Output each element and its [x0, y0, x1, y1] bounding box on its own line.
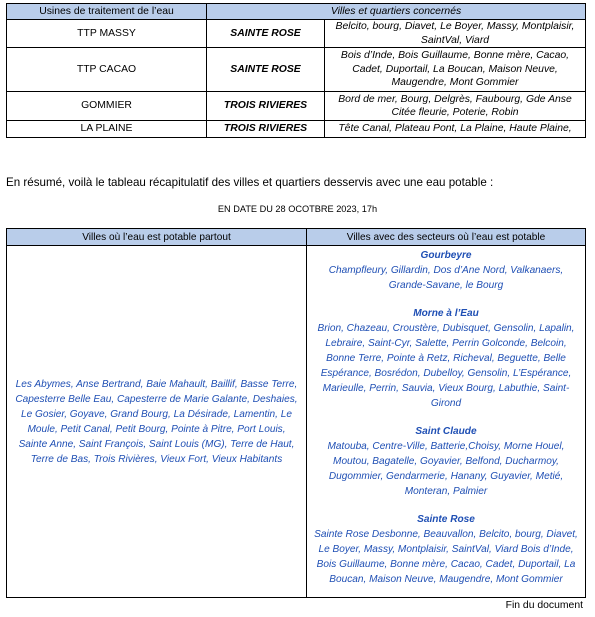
city-sectors: Champfleury, Gillardin, Dos d’Ane Nord, Valkanaers, Grande-Savane, le Bourg [328, 265, 564, 291]
ville-cell: TROIS RIVIERES [207, 92, 325, 121]
usine-cell: TTP CACAO [7, 48, 207, 92]
quartiers-cell: Tête Canal, Plateau Pont, La Plaine, Haute Plaine, [325, 121, 586, 138]
treatment-plants-table [6, 3, 586, 138]
header-usines: Usines de traitement de l’eau [7, 4, 207, 20]
city-name: Sainte Rose [417, 514, 475, 525]
summary-paragraph: En résumé, voilà le tableau récapitulatif des villes et quartiers desservis avec une eau potable : [6, 176, 494, 189]
city-name: Gourbeyre [420, 250, 472, 261]
table-header-row [7, 229, 586, 246]
table-row [7, 20, 586, 48]
quartiers-cell: Bois d’Inde, Bois Guillaume, Bonne mère, Cacao, Cadet, Duportail, La Boucan, Maison Neuve, Maugendre, Mont Gommier [325, 48, 586, 92]
city-group [312, 306, 580, 411]
potable-water-summary-table [6, 228, 586, 598]
quartiers-cell: Bord de mer, Bourg, Delgrès, Faubourg, Gde Anse Citée fleurie, Poterie, Robin [325, 92, 586, 121]
ville-cell: TROIS RIVIERES [207, 121, 325, 138]
header-potable-partout: Villes où l’eau est potable partout [7, 229, 307, 246]
city-name: Morne à l’Eau [413, 308, 479, 319]
table-row [7, 121, 586, 138]
quartiers-cell: Belcito, bourg, Diavet, Le Boyer, Massy, Montplaisir, SaintVal, Viard [325, 20, 586, 48]
city-name: Saint Claude [415, 426, 477, 437]
potable-partout-cell: Les Abymes, Anse Bertrand, Baie Mahault, Baillif, Basse Terre, Capesterre Belle Eau, Capesterre de Marie Galante, Deshaies, Le Gosier, Goyave, Grand Bourg, La Désirade, Lamentin, Le Moule, Petit Canal, Petit Bourg, Pointe à Pitre, Port Louis, Sainte Anne, Saint François, Saint Louis (MG), Terre de Haut, Terre de Bas, Trois Rivières, Vieux Fort, Vieux Habitants [7, 246, 307, 598]
table-row [7, 48, 586, 92]
header-villes-quartiers: Villes et quartiers concernés [207, 4, 586, 20]
city-sectors: Sainte Rose Desbonne, Beauvallon, Belcito, bourg, Diavet, Le Boyer, Massy, Montplaisir, SaintVal, Viard Bois d’Inde, Bois Guillaume, Bonne mère, Cacao, Cadet, Duportail, La Boucan, Maison Neuve, Maugendre, Mont Gommier [314, 529, 578, 585]
header-secteurs-potables: Villes avec des secteurs où l’eau est potable [307, 229, 586, 246]
end-of-document-note: Fin du document [505, 600, 583, 611]
ville-cell: SAINTE ROSE [207, 48, 325, 92]
city-group [312, 512, 580, 587]
city-sectors: Matouba, Centre-Ville, Batterie,Choisy, Morne Houel, Moutou, Bagatelle, Goyavier, Belfond, Ducharmoy, Dugommier, Gendarmerie, Hanany, Guyavier, Metié, Monteran, Palmier [327, 441, 565, 497]
table-row [7, 92, 586, 121]
usine-cell: LA PLAINE [7, 121, 207, 138]
usine-cell: TTP MASSY [7, 20, 207, 48]
secteurs-cell [307, 246, 586, 598]
table-header-row [7, 4, 586, 20]
city-sectors: Brion, Chazeau, Croustère, Dubisquet, Gensolin, Lapalin, Lebraire, Saint-Cyr, Salette, Perrin Golconde, Belcoin, Bonne Terre, Pointe à Retz, Richeval, Beguette, Belle Espérance, Bosrédon, Dubelloy, Gensolin, L’Espérance, Marieulle, Perrin, Sauvia, Vieux Bourg, Labuthie, Saint-Girond [317, 323, 575, 409]
city-group [312, 248, 580, 293]
usine-cell: GOMMIER [7, 92, 207, 121]
table-row [7, 246, 586, 598]
date-line: EN DATE DU 28 OCOTBRE 2023, 17h [217, 204, 378, 214]
ville-cell: SAINTE ROSE [207, 20, 325, 48]
city-group [312, 424, 580, 499]
